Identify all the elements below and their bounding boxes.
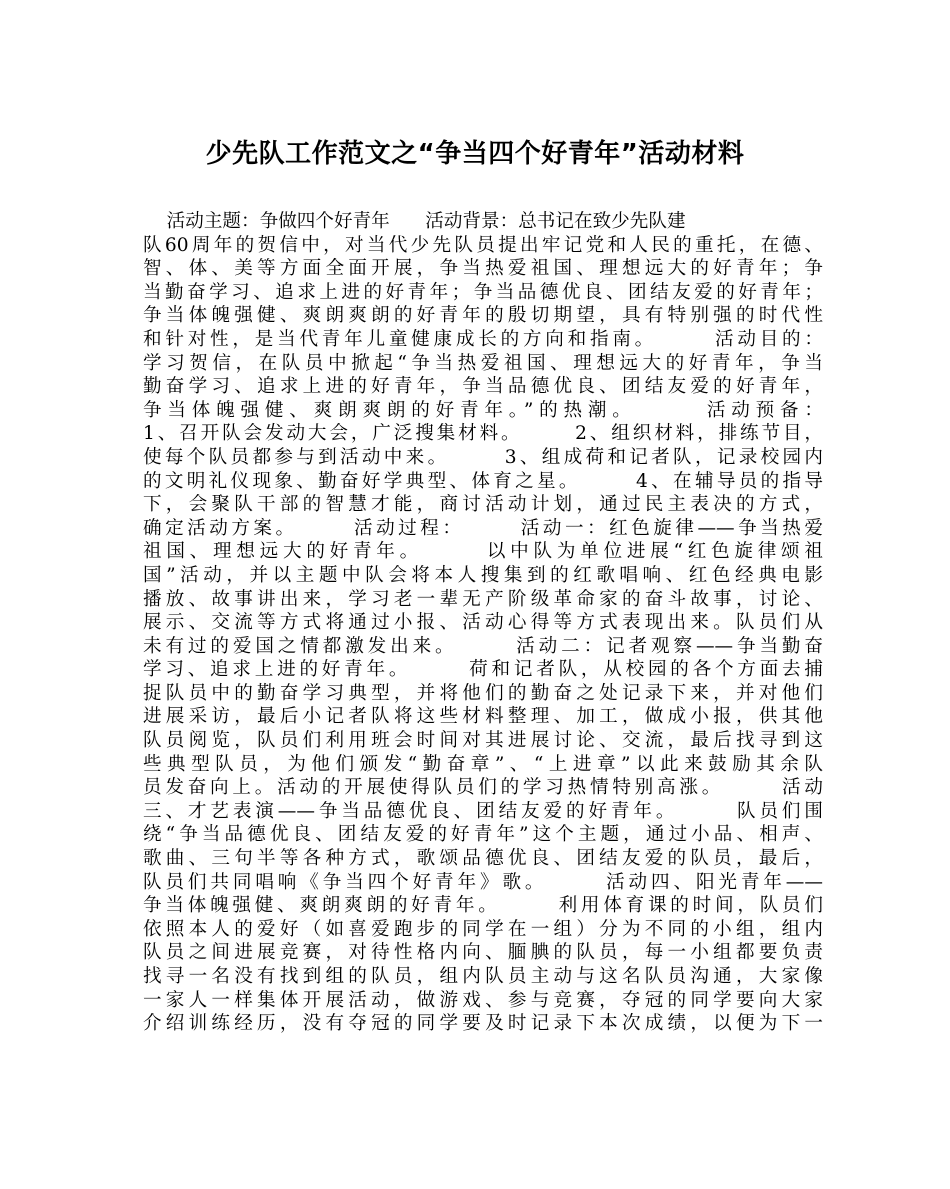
- paragraph-line: 些典型队员，为他们颁发“勤奋章”、“上进章”以此来鼓励其余队: [143, 753, 823, 775]
- paragraph-line: 国”活动，并以主题中队会将本人搜集到的红歌唱响、红色经典电影: [143, 564, 823, 586]
- paragraph-line: 勤奋学习、追求上进的好青年，争当品德优良、团结友爱的好青年，: [143, 376, 823, 398]
- paragraph-line: 1、召开队会发动大会，广泛搜集材料。 2、组织材料，排练节目，: [143, 423, 823, 445]
- paragraph-line: 学习、追求上进的好青年。 荷和记者队，从校园的各个方面去捕: [143, 659, 823, 681]
- paragraph-line: 队员之间进展竞赛，对待性格内向、腼腆的队员，每一小组都要负责: [143, 942, 823, 964]
- paragraph-line: 找寻一名没有找到组的队员，组内队员主动与这名队员沟通，大家像: [143, 966, 823, 987]
- paragraph-line: 未有过的爱国之情都激发出来。 活动二：记者观察——争当勤奋: [143, 635, 823, 657]
- paragraph-line: 使每个队员都参与到活动中来。 3、组成荷和记者队，记录校园内: [143, 446, 823, 468]
- paragraph-line: 确定活动方案。 活动过程： 活动一：红色旋律——争当热爱: [143, 517, 823, 539]
- paragraph-line: 争当体魄强健、爽朗爽朗的好青年。”的热潮。 活动预备：: [143, 399, 823, 421]
- document-body: [143, 210, 823, 1036]
- paragraph-line: 队员们共同唱响《争当四个好青年》歌。 活动四、阳光青年——: [143, 871, 823, 893]
- paragraph-line: 争当体魄强健、爽朗爽朗的好青年。 利用体育课的时间，队员们: [143, 895, 823, 917]
- paragraph-line: 活动主题：争做四个好青年 活动背景：总书记在致少先队建: [143, 211, 686, 232]
- paragraph-line: 进展采访，最后小记者队将这些材料整理、加工，做成小报，供其他: [143, 706, 823, 728]
- paragraph-line: 捉队员中的勤奋学习典型，并将他们的勤奋之处记录下来，并对他们: [143, 682, 823, 704]
- paragraph-line: 和针对性，是当代青年儿童健康成长的方向和指南。 活动目的：: [143, 328, 823, 350]
- paragraph-line: 智、体、美等方面全面开展，争当热爱祖国、理想远大的好青年；争: [143, 258, 823, 280]
- paragraph-line: 依照本人的爱好（如喜爱跑步的同学在一组）分为不同的小组，组内: [143, 918, 823, 940]
- paragraph-line: 一家人一样集体开展活动，做游戏、参与竞赛，夺冠的同学要向大家: [143, 989, 823, 1011]
- paragraph-line: 介绍训练经历，没有夺冠的同学要及时记录下本次成绩，以便为下一: [143, 1013, 823, 1035]
- document-title: 少先队工作范文之“争当四个好青年”活动材料: [205, 139, 745, 169]
- paragraph-line: 争当体魄强健、爽朗爽朗的好青年的殷切期望，具有特别强的时代性: [143, 305, 823, 327]
- paragraph-line: 播放、故事讲出来，学习老一辈无产阶级革命家的奋斗故事，讨论、: [143, 588, 823, 610]
- paragraph-line: 展示、交流等方式将通过小报、活动心得等方式表现出来。队员们从: [143, 612, 823, 634]
- paragraph-line: 歌曲、三句半等各种方式，歌颂品德优良、团结友爱的队员，最后，: [143, 848, 823, 870]
- paragraph-line: 队员阅览，队员们利用班会时间对其进展讨论、交流，最后找寻到这: [143, 730, 823, 752]
- paragraph-line: 员发奋向上。活动的开展使得队员们的学习热情特别高涨。 活动: [143, 777, 823, 799]
- paragraph-line: 祖国、理想远大的好青年。 以中队为单位进展“红色旋律颂祖: [143, 541, 823, 563]
- paragraph-line: 队60周年的贺信中，对当代少先队员提出牢记党和人民的重托，在德、: [143, 234, 823, 256]
- paragraph-line: 三、才艺表演——争当品德优良、团结友爱的好青年。 队员们围: [143, 800, 823, 822]
- paragraph-line: 下，会聚队干部的智慧才能，商讨活动计划，通过民主表决的方式，: [143, 494, 823, 516]
- paragraph-line: 绕“争当品德优良、团结友爱的好青年”这个主题，通过小品、相声、: [143, 824, 823, 846]
- paragraph-line: 当勤奋学习、追求上进的好青年；争当品德优良、团结友爱的好青年；: [143, 281, 823, 303]
- paragraph-line: 学习贺信，在队员中掀起“争当热爱祖国、理想远大的好青年，争当: [143, 352, 823, 374]
- paragraph-line: 的文明礼仪现象、勤奋好学典型、体育之星。 4、在辅导员的指导: [143, 470, 823, 492]
